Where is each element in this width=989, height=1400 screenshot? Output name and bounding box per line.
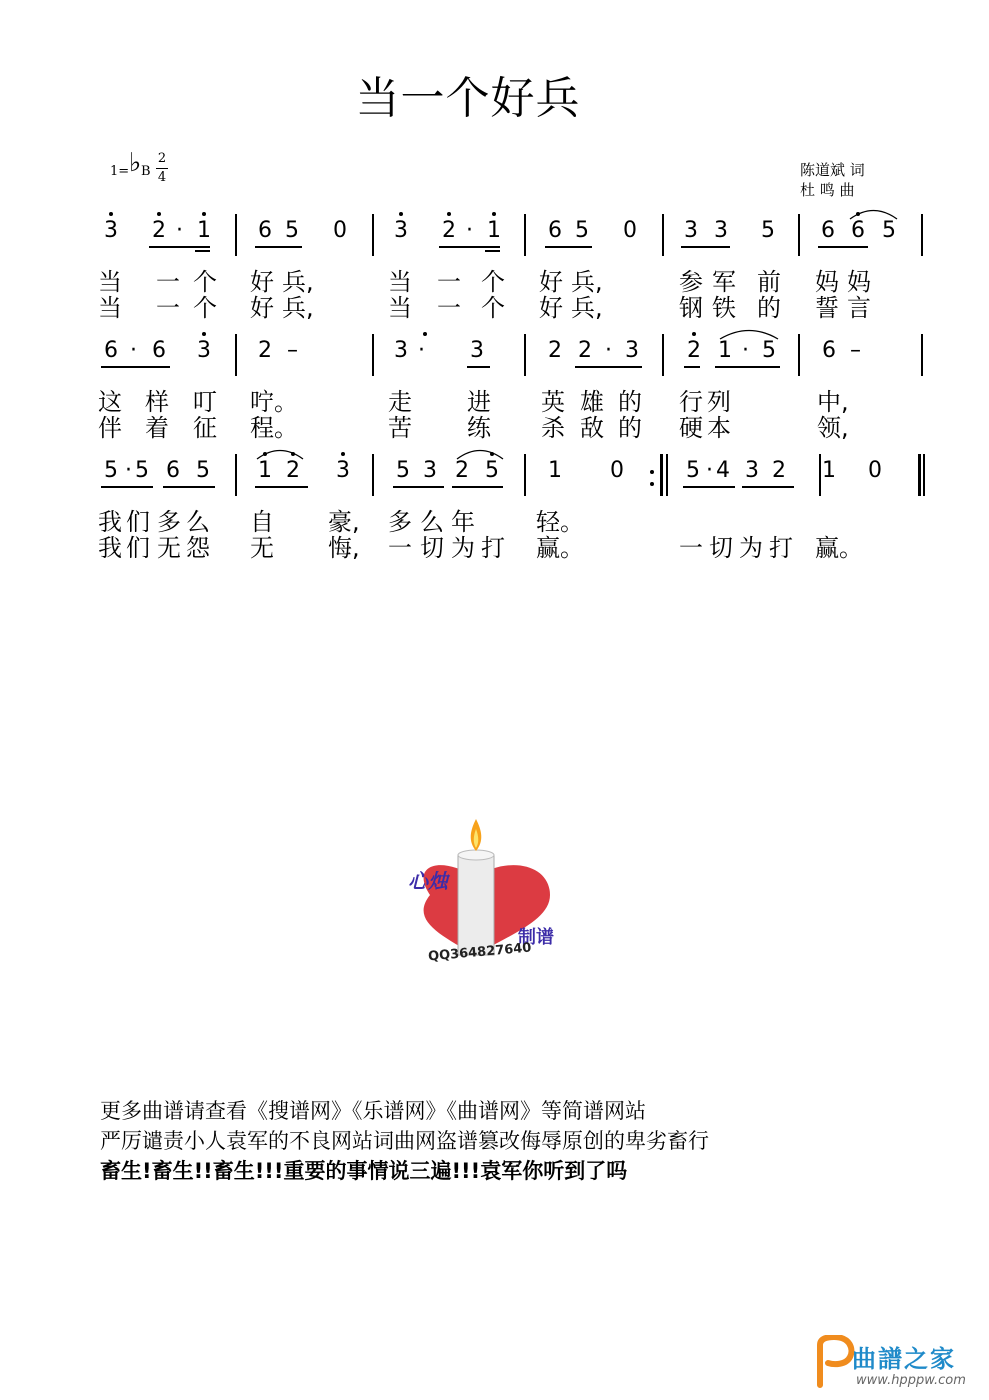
- beat-underline: [742, 486, 794, 488]
- note: 0: [610, 458, 624, 483]
- lyric-verse-2: 悔,: [328, 534, 360, 562]
- note: 5: [396, 458, 410, 483]
- lyric-verse-1: 叮: [193, 388, 217, 416]
- lyric-verse-1: 咛。: [250, 388, 298, 416]
- note: 2: [548, 338, 562, 363]
- logo-text-1: 心烛: [408, 869, 448, 893]
- note: ·: [130, 338, 137, 363]
- note: 0: [333, 218, 347, 243]
- lyric-verse-2: 兵,: [282, 294, 314, 322]
- lyric-verse-1: 当: [388, 268, 412, 296]
- note: ·: [742, 338, 749, 363]
- lyric-verse-1: 前: [757, 268, 781, 296]
- note: 6: [548, 218, 562, 243]
- barline: [662, 214, 664, 256]
- footer-line-2: 严厉谴责小人袁军的不良网站词曲网盗谱篡改侮辱原创的卑劣畜行: [100, 1129, 709, 1153]
- octave-dot: [692, 332, 696, 336]
- note: 5: [882, 218, 896, 243]
- lyric-verse-2: 着: [145, 414, 169, 442]
- note: –: [287, 338, 298, 363]
- note: 5: [135, 458, 149, 483]
- lyric-verse-2: 苦: [388, 414, 412, 442]
- lyric-verse-1: 多: [388, 508, 412, 536]
- tie-arc: [455, 446, 505, 460]
- note: 6: [258, 218, 272, 243]
- beat-underline: [149, 246, 210, 248]
- lyric-verse-1: 好: [539, 268, 563, 296]
- barline: [798, 334, 800, 376]
- note: 1: [548, 458, 562, 483]
- lyric-verse-1: 一: [156, 268, 180, 296]
- barline: [372, 454, 374, 496]
- page-title: 当一个好兵: [355, 73, 581, 124]
- lyric-verse-2: 打: [769, 534, 793, 562]
- time-top: 2: [157, 151, 167, 166]
- lyric-verse-1: 英: [541, 388, 565, 416]
- note: 2: [455, 458, 469, 483]
- lyric-verse-2: 切: [420, 534, 444, 562]
- lyric-verse-1: 个: [481, 268, 505, 296]
- lyric-verse-2: 练: [467, 414, 491, 442]
- note: 6: [821, 218, 835, 243]
- lyric-verse-2: 杀: [541, 414, 565, 442]
- barline: [372, 334, 374, 376]
- note: 1: [197, 218, 211, 243]
- time-signature: [156, 150, 168, 187]
- lyric-verse-2: 当: [98, 294, 122, 322]
- octave-dot: [399, 212, 403, 216]
- barline: [918, 454, 921, 496]
- lyric-verse-2: 赢。: [536, 534, 584, 562]
- lyric-verse-2: 们: [126, 534, 150, 562]
- lyric-verse-1: 好: [250, 268, 274, 296]
- lyric-verse-2: 好: [539, 294, 563, 322]
- lyric-verse-1: 们: [126, 508, 150, 536]
- barline: [235, 334, 237, 376]
- tie-arc: [255, 446, 305, 460]
- lyric-verse-1: 自: [250, 508, 274, 536]
- note: 3: [684, 218, 698, 243]
- note: 3: [394, 218, 408, 243]
- note: 5: [762, 338, 776, 363]
- octave-dot: [423, 332, 427, 336]
- barline: [235, 454, 237, 496]
- note: 6: [166, 458, 180, 483]
- composer: 杜 鸣 曲: [800, 181, 855, 199]
- lyric-verse-1: 进: [467, 388, 491, 416]
- note: 2: [442, 218, 456, 243]
- note: 3: [336, 458, 350, 483]
- beat-underline: [255, 486, 308, 488]
- note: 3: [714, 218, 728, 243]
- lyric-verse-2: 敌: [580, 414, 604, 442]
- note: 3: [745, 458, 759, 483]
- lyric-verse-1: 行: [679, 388, 703, 416]
- beat-underline: [452, 486, 503, 488]
- lyric-verse-1: 一: [437, 268, 461, 296]
- beat-underline: [101, 486, 153, 488]
- lyric-verse-2: 怨: [186, 534, 210, 562]
- watermark: [812, 1335, 982, 1395]
- lyric-verse-1: 兵,: [571, 268, 603, 296]
- lyric-verse-1: 中,: [817, 388, 849, 416]
- lyric-verse-2: 个: [481, 294, 505, 322]
- beat-underline: [575, 366, 642, 368]
- lyric-verse-1: 军: [712, 268, 736, 296]
- flat-icon: ♭: [129, 148, 142, 178]
- note: 3: [394, 338, 408, 363]
- key-signature: [110, 150, 190, 200]
- note: 2: [772, 458, 786, 483]
- note: 2: [258, 338, 272, 363]
- note: 1: [487, 218, 501, 243]
- time-bottom: 4: [157, 170, 167, 185]
- note: ·: [706, 458, 713, 483]
- beat-underline: [195, 250, 210, 252]
- lyric-verse-2: 个: [193, 294, 217, 322]
- lyric-verse-2: 言: [847, 294, 871, 322]
- beat-underline: [255, 246, 302, 248]
- lyric-verse-1: 走: [388, 388, 412, 416]
- lyric-verse-2: 一: [156, 294, 180, 322]
- note: 5: [196, 458, 210, 483]
- lyric-verse-1: 我: [98, 508, 122, 536]
- barline: [662, 334, 664, 376]
- lyric-verse-1: 列: [707, 388, 731, 416]
- note: ·: [176, 218, 183, 243]
- lyric-verse-2: 硬: [679, 414, 703, 442]
- barline: [524, 334, 526, 376]
- beat-underline: [818, 246, 868, 248]
- footer: [100, 1096, 709, 1186]
- barline: [660, 454, 663, 496]
- note: 5: [285, 218, 299, 243]
- note: ·: [605, 338, 612, 363]
- lyric-verse-2: 一: [388, 534, 412, 562]
- note: 1: [718, 338, 732, 363]
- note: 5: [485, 458, 499, 483]
- beat-underline: [467, 366, 490, 368]
- footer-line-1: 更多曲谱请查看《搜谱网》《乐谱网》《曲谱网》等简谱网站: [100, 1099, 646, 1123]
- lyric-verse-1: 多: [157, 508, 181, 536]
- repeat-dot: [650, 470, 654, 474]
- note: 2: [578, 338, 592, 363]
- footer-line-3: 畜生!畜生!!畜生!!!重要的事情说三遍!!!袁军你听到了吗: [100, 1159, 628, 1183]
- note: 5: [575, 218, 589, 243]
- octave-dot: [202, 332, 206, 336]
- lyric-verse-2: 为: [451, 534, 475, 562]
- lyric-verse-2: 钢: [679, 294, 703, 322]
- barline: [923, 454, 925, 496]
- note: 1: [822, 458, 836, 483]
- lyric-verse-2: 无: [157, 534, 181, 562]
- barline: [921, 334, 923, 376]
- note: 5: [104, 458, 118, 483]
- note: 0: [868, 458, 882, 483]
- watermark-text: 曲譜之家: [852, 1345, 956, 1373]
- note: 3: [423, 458, 437, 483]
- note: ·: [418, 338, 425, 363]
- lyric-verse-2: 一: [679, 534, 703, 562]
- note: –: [850, 338, 861, 363]
- lyric-verse-2: 切: [709, 534, 733, 562]
- note: 5: [686, 458, 700, 483]
- logo-qq: QQ364827640: [427, 940, 532, 965]
- logo-text-2: 制谱: [518, 927, 554, 948]
- beat-underline: [101, 366, 170, 368]
- beat-underline: [163, 486, 215, 488]
- beat-underline: [684, 366, 700, 368]
- octave-dot: [202, 212, 206, 216]
- beat-underline: [715, 366, 780, 368]
- repeat-dot: [650, 482, 654, 486]
- lyric-verse-1: 兵,: [282, 268, 314, 296]
- lyric-verse-2: 誓: [815, 294, 839, 322]
- tie-arc: [718, 326, 780, 340]
- beat-underline: [439, 246, 500, 248]
- barline: [524, 454, 526, 496]
- lyric-verse-1: 么: [420, 508, 444, 536]
- note: ·: [466, 218, 473, 243]
- barline: [666, 454, 668, 496]
- barline: [819, 454, 821, 496]
- lyric-verse-2: 无: [250, 534, 274, 562]
- beat-underline: [393, 486, 444, 488]
- tie-arc: [848, 206, 899, 220]
- lyric-verse-2: 兵,: [571, 294, 603, 322]
- lyric-verse-2: 好: [250, 294, 274, 322]
- lyric-verse-2: 的: [618, 414, 642, 442]
- lyric-verse-1: 个: [193, 268, 217, 296]
- lyric-verse-2: 本: [707, 414, 731, 442]
- note: 3: [470, 338, 484, 363]
- lyric-verse-1: 当: [98, 268, 122, 296]
- key-tonic: B: [141, 164, 151, 179]
- logo: [400, 815, 570, 965]
- note: 2: [286, 458, 300, 483]
- lyric-verse-1: 轻。: [536, 508, 584, 536]
- barline: [372, 214, 374, 256]
- note: 3: [197, 338, 211, 363]
- lyric-verse-2: 铁: [712, 294, 736, 322]
- note: 6: [152, 338, 166, 363]
- octave-dot: [492, 212, 496, 216]
- lyric-verse-2: 的: [757, 294, 781, 322]
- barline: [235, 214, 237, 256]
- lyric-verse-1: 这: [98, 388, 122, 416]
- lyric-verse-1: 么: [186, 508, 210, 536]
- lyric-verse-1: 年: [451, 508, 475, 536]
- note: 6: [822, 338, 836, 363]
- note: ·: [125, 458, 132, 483]
- lyric-verse-2: 一: [437, 294, 461, 322]
- lyric-verse-2: 征: [193, 414, 217, 442]
- note: 2: [152, 218, 166, 243]
- lyric-verse-1: 参: [679, 268, 703, 296]
- lyric-verse-1: 妈: [847, 268, 871, 296]
- lyricist: 陈道斌 词: [800, 161, 865, 179]
- barline: [921, 214, 923, 256]
- note: 1: [258, 458, 272, 483]
- beat-underline: [485, 250, 500, 252]
- lyric-verse-2: 赢。: [815, 534, 863, 562]
- beat-underline: [545, 246, 592, 248]
- watermark-url: www.hpppw.com: [856, 1373, 966, 1388]
- lyric-verse-1: 雄: [580, 388, 604, 416]
- note: 0: [623, 218, 637, 243]
- octave-dot: [447, 212, 451, 216]
- lyric-verse-2: 领,: [817, 414, 849, 442]
- lyric-verse-2: 打: [481, 534, 505, 562]
- octave-dot: [109, 212, 113, 216]
- beat-underline: [681, 246, 730, 248]
- lyric-verse-2: 为: [739, 534, 763, 562]
- octave-dot: [157, 212, 161, 216]
- key-prefix: 1=: [110, 164, 130, 179]
- lyric-verse-1: 妈: [815, 268, 839, 296]
- barline: [798, 214, 800, 256]
- barline: [524, 214, 526, 256]
- lyric-verse-2: 伴: [98, 414, 122, 442]
- note: 5: [761, 218, 775, 243]
- lyric-verse-1: 的: [618, 388, 642, 416]
- note: 3: [104, 218, 118, 243]
- note: 4: [716, 458, 730, 483]
- lyric-verse-2: 我: [98, 534, 122, 562]
- lyric-verse-2: 当: [388, 294, 412, 322]
- note: 6: [104, 338, 118, 363]
- note: 2: [687, 338, 701, 363]
- beat-underline: [683, 486, 735, 488]
- note: 3: [625, 338, 639, 363]
- lyric-verse-2: 程。: [250, 414, 298, 442]
- lyric-verse-1: 样: [145, 388, 169, 416]
- octave-dot: [341, 452, 345, 456]
- note: 6: [851, 218, 865, 243]
- lyric-verse-1: 豪,: [328, 508, 360, 536]
- credits: [800, 160, 865, 200]
